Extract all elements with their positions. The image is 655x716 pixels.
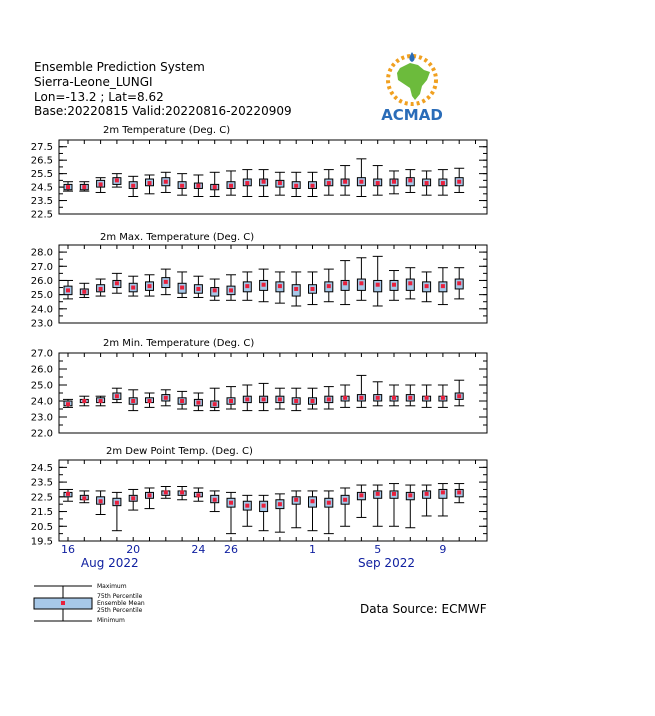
header-coordinates: Lon=-13.2 ; Lat=8.62 [34, 90, 164, 104]
mean-marker [164, 396, 168, 400]
mean-marker [425, 181, 429, 185]
mean-marker [278, 502, 282, 506]
y-tick-label: 24.0 [30, 304, 53, 316]
mean-marker [425, 396, 429, 400]
mean-marker [359, 281, 363, 285]
x-day-label: 9 [439, 543, 447, 556]
mean-marker [311, 184, 315, 188]
y-tick-label: 22.0 [30, 428, 53, 440]
mean-marker [131, 399, 135, 403]
mean-marker [441, 284, 445, 288]
panel-title: 2m Dew Point Temp. (Deg. C) [106, 446, 253, 457]
mean-marker [392, 180, 396, 184]
x-day-label: 24 [191, 543, 206, 556]
x-month-label: Sep 2022 [358, 556, 415, 570]
y-tick-label: 25.5 [30, 169, 53, 181]
y-tick-label: 24.0 [30, 396, 53, 408]
y-tick-label: 26.0 [30, 364, 53, 376]
mean-marker [457, 281, 461, 285]
mean-marker [359, 493, 363, 497]
y-tick-label: 23.5 [30, 196, 53, 208]
y-tick-label: 19.5 [30, 536, 53, 548]
mean-marker [66, 185, 70, 189]
y-tick-label: 22.5 [30, 492, 53, 504]
y-tick-label: 20.5 [30, 521, 53, 533]
mean-marker [294, 287, 298, 291]
mean-marker [213, 185, 217, 189]
mean-marker [343, 498, 347, 502]
mean-marker [229, 501, 233, 505]
mean-marker [131, 496, 135, 500]
mean-marker [425, 492, 429, 496]
mean-marker [425, 284, 429, 288]
mean-marker [148, 181, 152, 185]
mean-marker [262, 283, 266, 287]
mean-marker [376, 283, 380, 287]
mean-marker [294, 498, 298, 502]
mean-marker [115, 394, 119, 398]
mean-marker [164, 280, 168, 284]
x-day-label: 1 [309, 543, 316, 556]
mean-marker [164, 180, 168, 184]
mean-marker [262, 397, 266, 401]
mean-marker [441, 396, 445, 400]
mean-marker [245, 397, 249, 401]
mean-marker [457, 180, 461, 184]
mean-marker [294, 184, 298, 188]
mean-marker [278, 397, 282, 401]
y-tick-label: 27.0 [30, 348, 53, 360]
mean-marker [196, 184, 200, 188]
mean-marker [457, 394, 461, 398]
mean-marker [66, 288, 70, 292]
panel-title: 2m Temperature (Deg. C) [103, 125, 231, 136]
mean-marker [213, 288, 217, 292]
mean-marker [408, 178, 412, 182]
mean-marker [457, 490, 461, 494]
mean-marker [99, 287, 103, 291]
plot-frame [59, 460, 487, 541]
mean-marker [245, 181, 249, 185]
header-system: Ensemble Prediction System [34, 60, 205, 74]
y-tick-label: 23.5 [30, 477, 53, 489]
mean-marker [441, 490, 445, 494]
mean-marker [311, 399, 315, 403]
x-day-label: 5 [374, 543, 382, 556]
mean-marker [131, 286, 135, 290]
mean-marker [213, 498, 217, 502]
mean-marker [392, 396, 396, 400]
plot-frame [59, 140, 487, 214]
legend-p75: 75th Percentile [97, 593, 143, 600]
header-station: Sierra-Leone_LUNGI [34, 75, 153, 89]
header-base-valid: Base:20220815 Valid:20220816-20220909 [34, 104, 292, 118]
mean-marker [327, 501, 331, 505]
y-tick-label: 26.5 [30, 155, 53, 167]
mean-marker [82, 290, 86, 294]
mean-marker [311, 499, 315, 503]
mean-marker [245, 504, 249, 508]
x-day-label: 20 [126, 543, 141, 556]
y-tick-label: 24.5 [30, 462, 53, 474]
mean-marker [327, 181, 331, 185]
mean-marker [180, 490, 184, 494]
mean-marker [164, 490, 168, 494]
y-tick-label: 25.0 [30, 380, 53, 392]
mean-marker [311, 287, 315, 291]
mean-marker [66, 492, 70, 496]
mean-marker [343, 180, 347, 184]
mean-marker [115, 501, 119, 505]
mean-marker [392, 492, 396, 496]
y-tick-label: 26.0 [30, 275, 53, 287]
y-tick-label: 28.0 [30, 247, 53, 259]
logo-text: ACMAD [381, 106, 443, 124]
mean-marker [408, 493, 412, 497]
mean-marker [196, 493, 200, 497]
mean-marker [408, 396, 412, 400]
y-tick-label: 27.0 [30, 261, 53, 273]
mean-marker [376, 181, 380, 185]
mean-marker [229, 184, 233, 188]
mean-marker [327, 284, 331, 288]
mean-marker [376, 492, 380, 496]
y-tick-label: 27.5 [30, 142, 53, 154]
mean-marker [115, 178, 119, 182]
mean-marker [343, 396, 347, 400]
mean-marker [441, 181, 445, 185]
mean-marker [392, 283, 396, 287]
mean-marker [66, 402, 70, 406]
mean-marker [115, 281, 119, 285]
mean-marker [327, 397, 331, 401]
mean-marker [278, 284, 282, 288]
mean-marker [180, 399, 184, 403]
y-tick-label: 22.5 [30, 209, 53, 221]
legend-mean: Ensemble Mean [97, 600, 145, 607]
y-tick-label: 23.0 [30, 412, 53, 424]
mean-marker [180, 286, 184, 290]
y-tick-label: 23.0 [30, 318, 53, 330]
panel-title: 2m Min. Temperature (Deg. C) [103, 338, 255, 349]
plot-frame [59, 353, 487, 433]
mean-marker [148, 493, 152, 497]
mean-marker [294, 399, 298, 403]
mean-marker [148, 399, 152, 403]
legend-maximum: Maximum [97, 583, 127, 590]
data-source: Data Source: ECMWF [360, 602, 487, 616]
mean-marker [99, 499, 103, 503]
mean-marker [180, 184, 184, 188]
mean-marker [343, 281, 347, 285]
mean-marker [148, 284, 152, 288]
mean-marker [262, 180, 266, 184]
mean-marker [196, 401, 200, 405]
mean-marker [196, 287, 200, 291]
mean-marker [408, 281, 412, 285]
y-tick-label: 25.0 [30, 290, 53, 302]
legend-mean-marker [61, 601, 65, 605]
mean-marker [82, 496, 86, 500]
mean-marker [131, 184, 135, 188]
mean-marker [229, 399, 233, 403]
mean-marker [82, 399, 86, 403]
mean-marker [213, 402, 217, 406]
mean-marker [359, 396, 363, 400]
legend-p25: 25th Percentile [97, 607, 143, 614]
mean-marker [245, 284, 249, 288]
mean-marker [376, 396, 380, 400]
mean-marker [82, 185, 86, 189]
mean-marker [99, 399, 103, 403]
mean-marker [359, 180, 363, 184]
mean-marker [99, 182, 103, 186]
panel-title: 2m Max. Temperature (Deg. C) [100, 232, 255, 243]
mean-marker [229, 288, 233, 292]
x-month-label: Aug 2022 [80, 556, 139, 570]
x-day-label: 26 [224, 543, 238, 556]
x-day-label: 16 [61, 543, 75, 556]
y-tick-label: 24.5 [30, 182, 53, 194]
legend-minimum: Minimum [97, 617, 125, 624]
y-tick-label: 21.5 [30, 507, 53, 519]
mean-marker [262, 504, 266, 508]
mean-marker [278, 181, 282, 185]
